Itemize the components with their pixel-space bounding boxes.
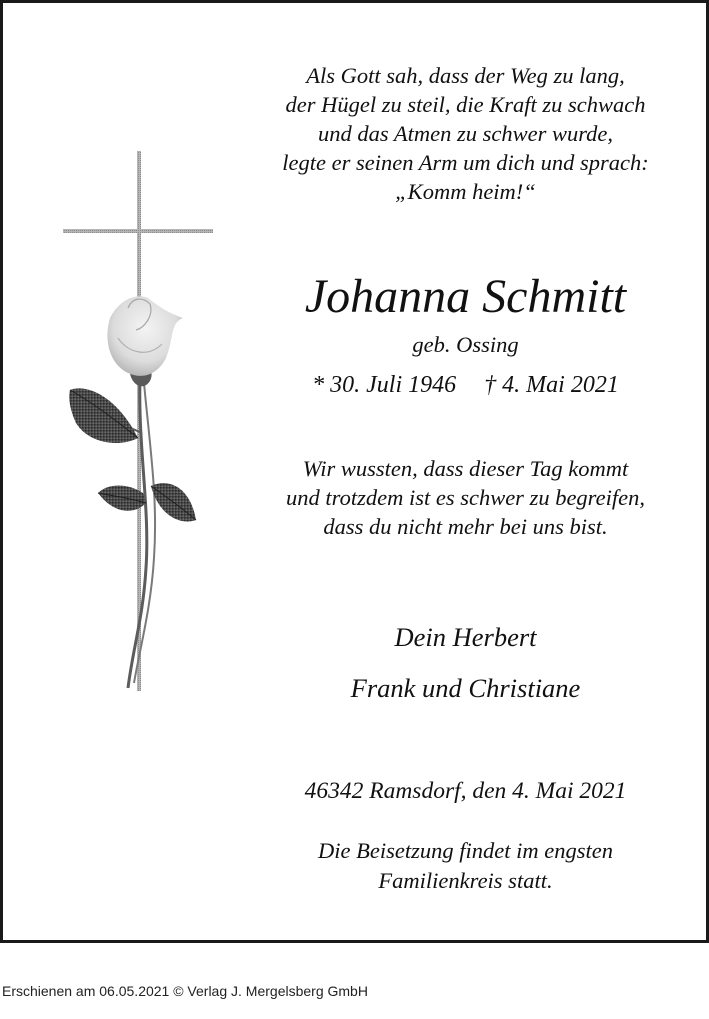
mourner-line: Frank und Christiane xyxy=(350,673,581,703)
life-dates xyxy=(258,369,673,401)
mourner-line: Dein Herbert xyxy=(394,622,537,652)
poem-line: legte er seinen Arm um dich und sprach: xyxy=(282,150,649,175)
verse xyxy=(258,454,673,541)
publication-footer: Erschienen am 06.05.2021 © Verlag J. Mergelsberg GmbH xyxy=(2,983,368,999)
poem-line: Als Gott sah, dass der Weg zu lang, xyxy=(306,63,625,88)
deceased-name: Johanna Schmitt xyxy=(304,270,627,323)
poem-line: der Hügel zu steil, die Kraft zu schwach xyxy=(285,92,646,117)
poem-line: und das Atmen zu schwer wurde, xyxy=(318,121,613,146)
verse-line: und trotzdem ist es schwer zu begreifen, xyxy=(286,485,645,510)
birth-name: geb. Ossing xyxy=(412,332,519,357)
verse-line: dass du nicht mehr bei uns bist. xyxy=(323,514,608,539)
cross-and-rose-illustration xyxy=(58,148,218,698)
poem xyxy=(258,61,673,206)
notice-line: Familienkreis statt. xyxy=(378,868,553,893)
funeral-notice xyxy=(258,836,673,896)
place-and-date: 46342 Ramsdorf, den 4. Mai 2021 xyxy=(304,778,627,804)
birth-date: * 30. Juli 1946 xyxy=(312,372,457,398)
notice-line: Die Beisetzung findet im engsten xyxy=(318,838,613,863)
death-date: † 4. Mai 2021 xyxy=(484,372,619,398)
verse-line: Wir wussten, dass dieser Tag kommt xyxy=(302,456,629,481)
rose-icon xyxy=(69,296,196,688)
poem-line: „Komm heim!“ xyxy=(395,179,536,204)
